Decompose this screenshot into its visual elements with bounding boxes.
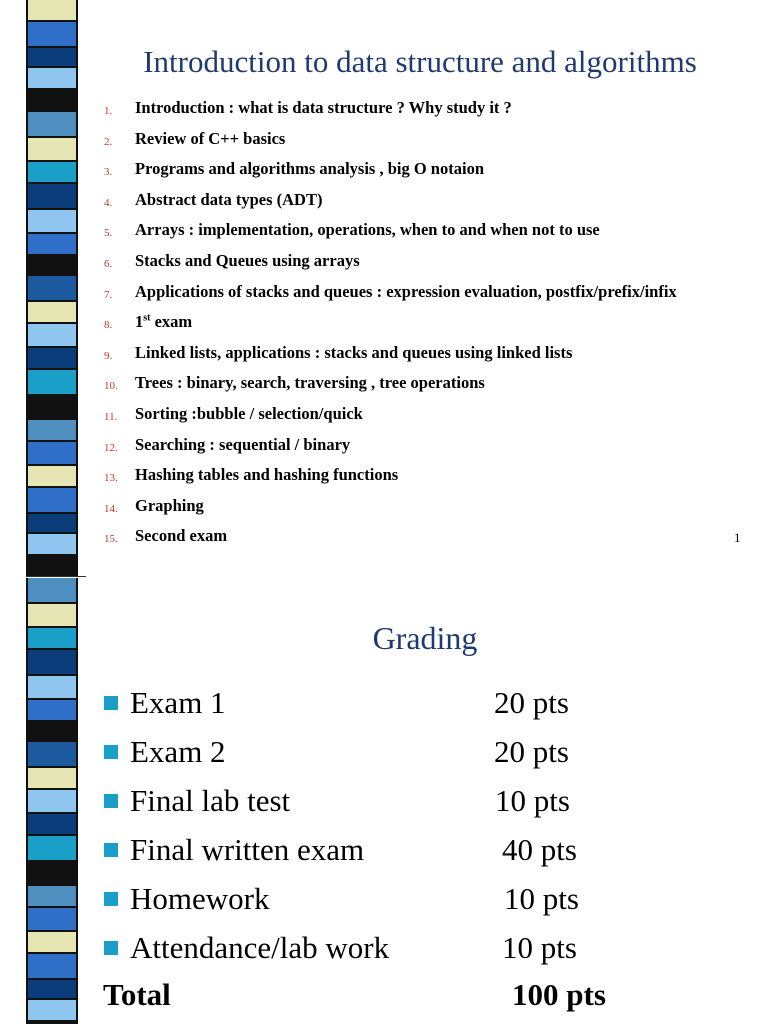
topic-number: 14. bbox=[104, 502, 118, 515]
stripe-segment bbox=[28, 396, 76, 420]
stripe-segment bbox=[28, 814, 76, 836]
grade-row-exam-1 bbox=[104, 684, 704, 724]
stripe-segment bbox=[28, 604, 76, 628]
square-bullet-icon bbox=[104, 794, 118, 808]
square-bullet-icon bbox=[104, 745, 118, 759]
topic-text: Linked lists, applications : stacks and queues using linked lists bbox=[135, 342, 573, 362]
topic-item bbox=[104, 251, 724, 274]
stripe-segment bbox=[28, 836, 76, 862]
stripe-segment bbox=[28, 234, 76, 256]
square-bullet-icon bbox=[104, 696, 118, 710]
grade-row-homework bbox=[104, 880, 704, 920]
topic-number: 11. bbox=[104, 410, 118, 423]
topic-number: 15. bbox=[104, 533, 118, 546]
grade-item-points: 10 pts bbox=[504, 881, 579, 916]
grade-item-label: Homework bbox=[130, 881, 270, 916]
square-bullet-icon bbox=[104, 892, 118, 906]
stripe-segment bbox=[28, 768, 76, 790]
slide1-title: Introduction to data structure and algorithms bbox=[143, 44, 697, 79]
topic-item bbox=[104, 526, 724, 549]
topic-item bbox=[104, 404, 724, 427]
stripe-segment bbox=[28, 980, 76, 1000]
topic-text-rest: exam bbox=[150, 312, 193, 332]
topic-text bbox=[135, 312, 724, 335]
stripe-segment bbox=[28, 578, 76, 604]
stripe-segment bbox=[28, 276, 76, 302]
stripe-segment bbox=[28, 676, 76, 700]
topic-number: 5. bbox=[104, 227, 113, 240]
stripe-segment bbox=[28, 138, 76, 162]
topic-item bbox=[104, 435, 724, 458]
stripe-segment bbox=[28, 742, 76, 768]
topic-number: 9. bbox=[104, 349, 113, 362]
topic-number: 7. bbox=[104, 288, 113, 301]
stripe-segment bbox=[28, 48, 76, 68]
stripe-segment bbox=[28, 514, 76, 534]
topic-text: Stacks and Queues using arrays bbox=[135, 250, 360, 270]
grade-item-label: Attendance/lab work bbox=[130, 930, 390, 965]
stripe-segment bbox=[28, 210, 76, 234]
stripe-segment bbox=[28, 1000, 76, 1022]
topic-text: Sorting :bubble / selection/quick bbox=[135, 403, 363, 423]
stripe-segment bbox=[28, 256, 76, 276]
stripe-segment bbox=[28, 22, 76, 48]
topic-text: Introduction : what is data structure ? Why study it ? bbox=[135, 98, 512, 117]
square-bullet-icon bbox=[104, 941, 118, 955]
topic-text: Searching : sequential / binary bbox=[135, 434, 351, 454]
topic-item bbox=[104, 312, 724, 335]
topic-number: 8. bbox=[104, 319, 113, 332]
page-number: 1 bbox=[734, 530, 741, 545]
stripe-segment bbox=[28, 488, 76, 514]
stripe-segment bbox=[28, 908, 76, 932]
stripe-segment bbox=[28, 302, 76, 324]
topic-number: 1. bbox=[104, 105, 113, 117]
stripe-segment bbox=[28, 954, 76, 980]
slide-divider bbox=[26, 576, 86, 577]
stripe-segment bbox=[28, 556, 76, 576]
total-label: Total bbox=[103, 977, 171, 1012]
grade-item-points: 10 pts bbox=[495, 783, 570, 818]
topic-text: Abstract data types (ADT) bbox=[135, 189, 323, 209]
grading-title: Grading bbox=[372, 620, 478, 656]
stripe-segment bbox=[28, 790, 76, 814]
stripe-segment bbox=[28, 68, 76, 90]
topic-text: Second exam bbox=[135, 526, 228, 546]
grade-item-label: Final written exam bbox=[130, 832, 365, 867]
stripe-segment bbox=[28, 90, 76, 112]
stripe-segment bbox=[28, 650, 76, 676]
stripe-segment bbox=[28, 112, 76, 138]
topic-text: Hashing tables and hashing functions bbox=[135, 465, 399, 485]
stripe-segment bbox=[28, 466, 76, 488]
stripe-segment bbox=[28, 628, 76, 650]
topic-item bbox=[104, 220, 724, 243]
grade-row-exam-2 bbox=[104, 733, 704, 773]
topic-item bbox=[104, 98, 724, 121]
decorative-stripe-top bbox=[26, 0, 78, 576]
stripe-segment bbox=[28, 932, 76, 954]
topic-item bbox=[104, 159, 724, 182]
stripe-segment bbox=[28, 420, 76, 442]
topic-item bbox=[104, 282, 724, 305]
grade-item-label: Final lab test bbox=[130, 783, 291, 818]
topic-text: Arrays : implementation, operations, when to and when not to use bbox=[135, 220, 600, 240]
topic-text: Programs and algorithms analysis , big O notaion bbox=[135, 159, 484, 179]
decorative-stripe-bottom bbox=[26, 578, 78, 1024]
stripe-segment bbox=[28, 534, 76, 556]
grade-item-points: 20 pts bbox=[494, 734, 569, 769]
grade-item-label: Exam 2 bbox=[130, 734, 226, 769]
topic-list bbox=[104, 98, 724, 557]
topic-item bbox=[104, 343, 724, 366]
stripe-segment bbox=[28, 348, 76, 370]
topic-item bbox=[104, 129, 724, 152]
stripe-segment bbox=[28, 184, 76, 210]
topic-number: 2. bbox=[104, 135, 113, 148]
grade-item-points: 10 pts bbox=[502, 930, 577, 965]
topic-number: 10. bbox=[104, 380, 118, 393]
topic-text-ordinal: 1 bbox=[135, 312, 144, 332]
topic-text: Trees : binary, search, traversing , tree operations bbox=[135, 373, 485, 393]
total-points: 100 pts bbox=[512, 977, 606, 1012]
stripe-segment bbox=[28, 862, 76, 886]
stripe-segment bbox=[28, 886, 76, 908]
topic-number: 4. bbox=[104, 196, 113, 209]
topic-text-superscript: st bbox=[143, 312, 151, 324]
grade-item-label: Exam 1 bbox=[130, 685, 226, 720]
topic-item bbox=[104, 190, 724, 213]
topic-number: 13. bbox=[104, 472, 118, 485]
grade-item-points: 40 pts bbox=[502, 832, 577, 867]
topic-number: 3. bbox=[104, 166, 113, 179]
stripe-segment bbox=[28, 162, 76, 184]
stripe-segment bbox=[28, 324, 76, 348]
stripe-segment bbox=[28, 722, 76, 742]
topic-text: Review of C++ basics bbox=[135, 128, 286, 148]
grade-row-attendance-lab-work bbox=[104, 929, 704, 969]
stripe-segment bbox=[28, 442, 76, 466]
grade-item-points: 20 pts bbox=[494, 685, 569, 720]
topic-item bbox=[104, 373, 724, 396]
topic-text: Graphing bbox=[135, 495, 204, 515]
topic-number: 6. bbox=[104, 257, 113, 270]
topic-text: Applications of stacks and queues : expression evaluation, postfix/prefix/infix bbox=[135, 281, 677, 301]
grade-row-final-written-exam bbox=[104, 831, 704, 871]
topic-item bbox=[104, 496, 724, 519]
topic-number: 12. bbox=[104, 441, 118, 454]
stripe-segment bbox=[28, 370, 76, 396]
grade-row-final-lab-test bbox=[104, 782, 704, 822]
square-bullet-icon bbox=[104, 843, 118, 857]
stripe-segment bbox=[28, 700, 76, 722]
stripe-segment bbox=[28, 0, 76, 22]
topic-item bbox=[104, 465, 724, 488]
